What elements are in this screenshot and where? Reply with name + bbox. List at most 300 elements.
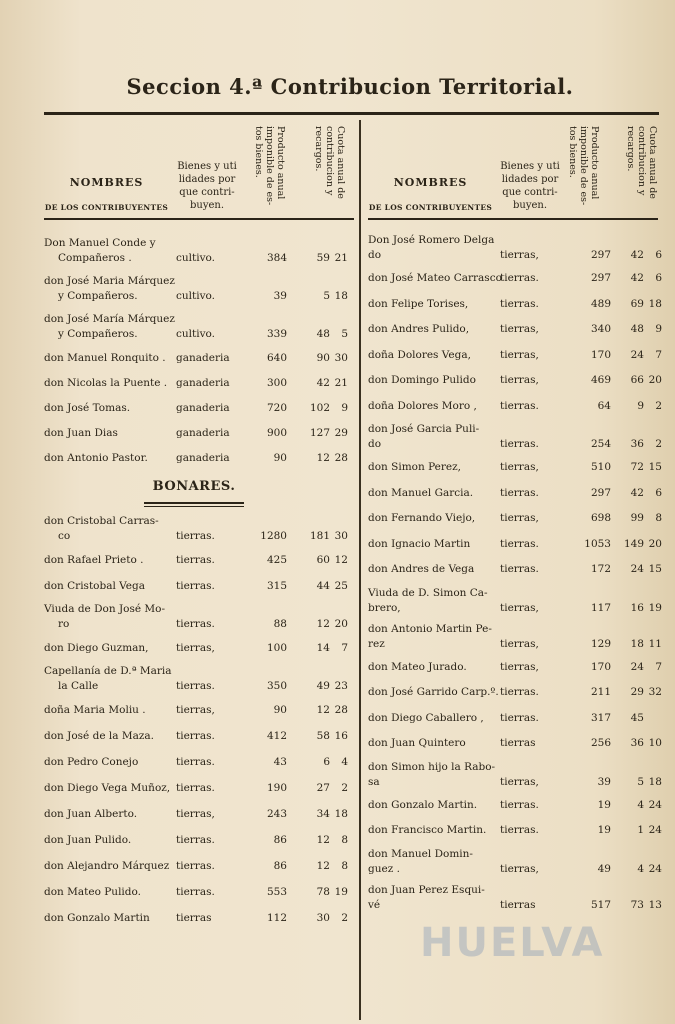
- table-row: [368, 619, 662, 655]
- cuota-maravedis-cell: 28: [334, 452, 348, 464]
- producto-cell: 315: [266, 579, 287, 592]
- cuota-reales-cell: 27: [316, 781, 330, 794]
- contributor-name: Don Manuel Conde y: [44, 237, 156, 249]
- cuota-maravedis-cell: 6: [655, 249, 662, 261]
- contributor-name: guez .: [368, 862, 400, 875]
- producto-cell: 243: [266, 807, 287, 820]
- table-row: [44, 775, 354, 801]
- contributor-name: la Calle: [58, 680, 99, 692]
- cuota-maravedis-cell: 10: [648, 737, 662, 750]
- producto-cell: 489: [590, 297, 611, 310]
- cuota-maravedis-cell: 30: [334, 352, 348, 364]
- producto-cell: 170: [590, 660, 611, 673]
- bienes-cell: cultivo.: [176, 290, 215, 302]
- table-row: [368, 368, 662, 394]
- producto-cell: 640: [266, 352, 287, 364]
- bienes-cell: tierras.: [500, 399, 539, 412]
- cuota-maravedis-cell: 2: [655, 438, 662, 450]
- producto-cell: 90: [273, 703, 287, 716]
- cuota-maravedis-cell: 25: [334, 579, 348, 592]
- bienes-cell: ganaderia: [176, 377, 230, 389]
- table-row: [368, 230, 662, 266]
- cuota-maravedis-cell: 9: [341, 402, 348, 414]
- bienes-cell: tierras,: [500, 348, 539, 361]
- cuota-maravedis-cell: 7: [341, 641, 348, 654]
- cuota-reales-cell: 29: [630, 686, 644, 699]
- cuota-reales-cell: 102: [309, 402, 330, 414]
- cuota-reales-cell: 1: [637, 824, 644, 837]
- producto-cell: 190: [266, 781, 287, 794]
- table-row: [44, 446, 354, 471]
- contributor-name: don Gonzalo Martin.: [368, 798, 478, 811]
- producto-cell: 86: [273, 833, 287, 846]
- table-row: [44, 697, 354, 723]
- cuota-reales-cell: 42: [630, 272, 644, 285]
- cuota-maravedis-cell: 15: [648, 461, 662, 474]
- cuota-maravedis-cell: 16: [334, 729, 348, 742]
- table-row: [368, 655, 662, 681]
- section-bonares: [44, 471, 354, 511]
- left-rows-bonares: [44, 511, 354, 931]
- contributor-name: don Pedro Conejo: [44, 755, 139, 768]
- bienes-cell: tierras.: [176, 579, 215, 592]
- table-row: [44, 396, 354, 421]
- bienes-cell: tierras.: [500, 563, 539, 576]
- cuota-reales-cell: 90: [316, 352, 330, 364]
- cuota-reales-cell: 48: [316, 328, 330, 340]
- producto-header: Producto anual imponible de es- tos bienes.: [567, 126, 600, 206]
- cuota-maravedis-cell: 19: [648, 601, 662, 614]
- producto-cell: 211: [590, 686, 611, 699]
- producto-cell: 39: [597, 775, 611, 788]
- cuota-reales-cell: 42: [630, 249, 644, 261]
- names-header-sublabel: DE LOS CONTRIBUYENTES: [44, 203, 169, 212]
- table-row: [368, 757, 662, 793]
- cuota-reales-cell: 24: [630, 660, 644, 673]
- names-header: [368, 176, 493, 212]
- bienes-cell: ganaderia: [176, 427, 230, 439]
- right-column: [368, 120, 662, 916]
- bienes-cell: tierras,: [500, 249, 539, 261]
- bienes-cell: tierras,: [500, 461, 539, 474]
- section-bonares-label: BONARES.: [152, 479, 236, 494]
- cuota-reales-cell: 12: [316, 703, 330, 716]
- contributor-name: don Cristobal Carras-: [44, 515, 159, 527]
- cuota-reales-cell: 36: [630, 737, 644, 750]
- bienes-cell: tierras,: [500, 323, 539, 336]
- cuota-maravedis-cell: 2: [655, 399, 662, 412]
- cuota-maravedis-cell: 21: [334, 377, 348, 389]
- producto-cell: 317: [590, 711, 611, 724]
- cuota-reales-cell: 59: [316, 252, 330, 264]
- page-title: Seccion 4.ª Contribucion Territorial.: [126, 74, 574, 99]
- bienes-header: Bienes y uti lidades por que contri- buyen.: [177, 161, 237, 211]
- producto-cell: 553: [266, 885, 287, 898]
- producto-cell: 90: [273, 452, 287, 464]
- bienes-cell: tierras: [176, 911, 212, 924]
- producto-cell: 339: [266, 328, 287, 340]
- producto-cell: 49: [597, 862, 611, 875]
- cuota-maravedis-cell: 24: [648, 862, 662, 875]
- cuota-maravedis-cell: 19: [334, 885, 348, 898]
- contributor-name: don Juan Perez Esqui-: [368, 883, 485, 896]
- cuota-maravedis-cell: 9: [655, 323, 662, 336]
- producto-cell: 256: [590, 737, 611, 750]
- producto-cell: 254: [590, 438, 611, 450]
- cuota-maravedis-cell: 15: [648, 563, 662, 576]
- bienes-cell: cultivo.: [176, 328, 215, 340]
- contributor-name: don José Garrido Carp.º.: [368, 686, 499, 699]
- contributor-name: ro: [58, 618, 70, 630]
- contributor-name: don Andres de Vega: [368, 563, 475, 576]
- left-column: [44, 120, 354, 931]
- table-row: [44, 232, 354, 270]
- contributor-name: don Francisco Martin.: [368, 824, 487, 837]
- producto-cell: 340: [590, 323, 611, 336]
- bienes-cell: tierras,: [500, 512, 539, 525]
- cuota-maravedis-cell: 28: [334, 703, 348, 716]
- producto-cell: 350: [266, 680, 287, 692]
- contributor-name: don Simon Perez,: [368, 461, 461, 474]
- table-row: [368, 419, 662, 455]
- cuota-header: Cuota anual de contribucion y recargos.: [313, 126, 346, 199]
- producto-cell: 43: [273, 755, 287, 768]
- table-row: [44, 511, 354, 547]
- producto-cell: 39: [273, 290, 287, 302]
- cuota-reales-cell: 69: [630, 297, 644, 310]
- cuota-maravedis-cell: 2: [341, 781, 348, 794]
- table-row: [44, 723, 354, 749]
- contributor-name: don Manuel Domin-: [368, 847, 473, 860]
- cuota-reales-cell: 78: [316, 885, 330, 898]
- cuota-maravedis-cell: 20: [334, 618, 348, 630]
- contributor-name: y Compañeros.: [58, 328, 138, 340]
- table-row: [368, 532, 662, 558]
- producto-cell: 170: [590, 348, 611, 361]
- names-header-label: NOMBRES: [393, 176, 468, 189]
- bienes-cell: tierras.: [176, 833, 215, 846]
- contributor-name: don Antonio Martin Pe-: [368, 622, 492, 635]
- contributor-name: Viuda de D. Simon Ca-: [368, 586, 488, 599]
- cuota-maravedis-cell: 8: [341, 859, 348, 872]
- contributor-name: don Juan Dias: [44, 427, 118, 439]
- contributor-name: don Diego Caballero ,: [368, 711, 484, 724]
- contributor-name: don Antonio Pastor.: [44, 452, 148, 464]
- cuota-maravedis-cell: 23: [334, 680, 348, 692]
- producto-cell: 1053: [584, 537, 611, 550]
- bienes-cell: tierras.: [176, 859, 215, 872]
- cuota-maravedis-cell: 29: [334, 427, 348, 439]
- cuota-reales-cell: 12: [316, 618, 330, 630]
- table-row: [368, 506, 662, 532]
- title-rule: [44, 112, 659, 115]
- producto-cell: 1280: [260, 530, 287, 542]
- cuota-reales-cell: 149: [623, 537, 644, 550]
- producto-cell: 100: [266, 641, 287, 654]
- bienes-cell: tierras,: [176, 641, 215, 654]
- cuota-reales-cell: 16: [630, 601, 644, 614]
- bienes-cell: tierras.: [500, 824, 539, 837]
- cuota-maravedis-cell: 12: [334, 553, 348, 566]
- right-rows: [368, 230, 662, 916]
- table-row: [44, 308, 354, 346]
- cuota-maravedis-cell: 18: [648, 297, 662, 310]
- bienes-cell: tierras.: [176, 729, 215, 742]
- cuota-reales-cell: 99: [630, 512, 644, 525]
- contributor-name: don Domingo Pulido: [368, 374, 476, 387]
- table-row: [368, 557, 662, 583]
- table-row: [44, 547, 354, 573]
- cuota-reales-cell: 4: [637, 862, 644, 875]
- contributor-name: don Mateo Jurado.: [368, 660, 467, 673]
- cuota-maravedis-cell: 11: [648, 637, 662, 650]
- cuota-reales-cell: 34: [316, 807, 330, 820]
- right-table-header: [368, 120, 658, 220]
- contributor-name: do: [368, 249, 382, 261]
- producto-cell: 19: [597, 824, 611, 837]
- cuota-reales-cell: 60: [316, 553, 330, 566]
- cuota-reales-cell: 45: [630, 711, 644, 724]
- producto-cell: 517: [590, 898, 611, 911]
- bienes-header: Bienes y uti lidades por que contri- buyen.: [500, 161, 560, 211]
- contributor-name: Viuda de Don José Mo-: [44, 603, 166, 615]
- producto-cell: 425: [266, 553, 287, 566]
- contributor-name: brero,: [368, 601, 401, 614]
- cuota-maravedis-cell: 18: [648, 775, 662, 788]
- cuota-reales-cell: 6: [323, 755, 330, 768]
- contributor-name: don Gonzalo Martin: [44, 911, 150, 924]
- producto-cell: 412: [266, 729, 287, 742]
- names-header: [44, 176, 169, 212]
- cuota-reales-cell: 42: [316, 377, 330, 389]
- producto-cell: 297: [590, 249, 611, 261]
- table-row: [368, 394, 662, 420]
- table-row: [368, 455, 662, 481]
- cuota-maravedis-cell: 4: [341, 755, 348, 768]
- contributor-name: don Rafael Prieto .: [44, 553, 144, 566]
- cuota-reales-cell: 127: [309, 427, 330, 439]
- cuota-maravedis-cell: 20: [648, 537, 662, 550]
- producto-cell: 900: [266, 427, 287, 439]
- table-row: [368, 343, 662, 369]
- bienes-cell: ganaderia: [176, 402, 230, 414]
- cuota-reales-cell: 9: [637, 399, 644, 412]
- bienes-cell: tierras.: [500, 438, 539, 450]
- names-header-label: NOMBRES: [69, 176, 144, 189]
- bienes-cell: tierras.: [500, 711, 539, 724]
- cuota-maravedis-cell: 5: [341, 328, 348, 340]
- bienes-cell: tierras.: [176, 618, 215, 630]
- cuota-maravedis-cell: 13: [648, 898, 662, 911]
- table-row: [368, 731, 662, 757]
- contributor-name: don José Maria Márquez: [44, 275, 175, 287]
- bienes-cell: tierras.: [500, 272, 539, 285]
- producto-cell: 112: [266, 911, 287, 924]
- cuota-maravedis-cell: 6: [655, 486, 662, 499]
- cuota-reales-cell: 12: [316, 859, 330, 872]
- producto-cell: 88: [273, 618, 287, 630]
- contributor-name: don Felipe Torises,: [368, 297, 469, 310]
- cuota-reales-cell: 12: [316, 833, 330, 846]
- bienes-cell: ganaderia: [176, 352, 230, 364]
- contributor-name: don Juan Pulido.: [44, 833, 132, 846]
- contributor-name: y Compañeros.: [58, 290, 138, 302]
- cuota-header: Cuota anual de contribucion y recargos.: [625, 126, 658, 199]
- table-row: [368, 266, 662, 292]
- producto-cell: 384: [266, 252, 287, 264]
- contributor-name: sa: [368, 775, 380, 788]
- cuota-reales-cell: 30: [316, 911, 330, 924]
- contributor-name: don José de la Maza.: [44, 729, 154, 742]
- contributor-name: co: [58, 530, 71, 542]
- contributor-name: don Manuel Ronquito .: [44, 352, 166, 364]
- cuota-reales-cell: 73: [630, 898, 644, 911]
- cuota-reales-cell: 14: [316, 641, 330, 654]
- cuota-maravedis-cell: 8: [341, 833, 348, 846]
- contributor-name: rez: [368, 637, 385, 650]
- table-row: [44, 635, 354, 661]
- bienes-cell: cultivo.: [176, 252, 215, 264]
- table-row: [44, 346, 354, 371]
- contributor-name: Don José Romero Delga: [368, 234, 495, 246]
- contributor-name: Capellanía de D.ª Maria: [44, 665, 172, 677]
- contributor-name: don José Tomas.: [44, 402, 131, 414]
- producto-cell: 469: [590, 374, 611, 387]
- contributor-name: don Diego Vega Muñoz,: [44, 781, 171, 794]
- cuota-maravedis-cell: 18: [334, 290, 348, 302]
- cuota-maravedis-cell: 7: [655, 348, 662, 361]
- bienes-cell: tierras.: [176, 781, 215, 794]
- cuota-reales-cell: 24: [630, 348, 644, 361]
- bienes-cell: tierras.: [500, 686, 539, 699]
- cuota-maravedis-cell: 30: [334, 530, 348, 542]
- table-row: [368, 292, 662, 318]
- cuota-maravedis-cell: 32: [648, 686, 662, 699]
- producto-cell: 510: [590, 461, 611, 474]
- producto-cell: 297: [590, 486, 611, 499]
- bienes-cell: tierras,: [500, 637, 539, 650]
- contributor-name: doña Maria Moliu .: [44, 703, 146, 716]
- bienes-cell: tierras,: [176, 807, 215, 820]
- cuota-maravedis-cell: 24: [648, 824, 662, 837]
- producto-cell: 297: [590, 272, 611, 285]
- cuota-reales-cell: 42: [630, 486, 644, 499]
- cuota-reales-cell: 4: [637, 798, 644, 811]
- contributor-name: don Manuel Garcia.: [368, 486, 474, 499]
- contributor-name: don José María Márquez: [44, 313, 175, 325]
- table-row: [368, 481, 662, 507]
- table-row: [44, 827, 354, 853]
- cuota-reales-cell: 5: [323, 290, 330, 302]
- bienes-cell: tierras.: [176, 530, 215, 542]
- cuota-reales-cell: 44: [316, 579, 330, 592]
- table-row: [44, 573, 354, 599]
- bienes-cell: tierras.: [500, 798, 539, 811]
- bienes-cell: tierras,: [500, 775, 539, 788]
- bienes-cell: tierras,: [176, 703, 215, 716]
- table-row: [368, 583, 662, 619]
- table-row: [44, 853, 354, 879]
- table-row: [44, 749, 354, 775]
- cuota-maravedis-cell: 7: [655, 660, 662, 673]
- producto-cell: 86: [273, 859, 287, 872]
- cuota-reales-cell: 181: [309, 530, 330, 542]
- bienes-cell: tierras,: [500, 374, 539, 387]
- producto-cell: 19: [597, 798, 611, 811]
- table-row: [44, 661, 354, 697]
- cuota-reales-cell: 5: [637, 775, 644, 788]
- bienes-cell: tierras.: [176, 755, 215, 768]
- contributor-name: don Simon hijo la Rabo-: [368, 760, 496, 773]
- contributor-name: don Mateo Pulido.: [44, 885, 141, 898]
- bienes-cell: tierras,: [500, 862, 539, 875]
- contributor-name: do: [368, 438, 382, 450]
- contributor-name: don Fernando Viejo,: [368, 512, 476, 525]
- contributor-name: don Ignacio Martin: [368, 537, 471, 550]
- column-divider: [359, 120, 361, 1020]
- bienes-cell: tierras.: [176, 553, 215, 566]
- bienes-cell: tierras.: [500, 486, 539, 499]
- cuota-reales-cell: 48: [630, 323, 644, 336]
- table-row: [368, 818, 662, 844]
- producto-cell: 720: [266, 402, 287, 414]
- cuota-reales-cell: 72: [630, 461, 644, 474]
- producto-cell: 698: [590, 512, 611, 525]
- left-rows: [44, 232, 354, 471]
- table-row: [44, 879, 354, 905]
- contributor-name: don José Mateo Carrasco: [368, 272, 502, 285]
- table-row: [368, 317, 662, 343]
- contributor-name: doña Dolores Moro ,: [368, 399, 477, 412]
- bienes-cell: ganaderia: [176, 452, 230, 464]
- bienes-cell: tierras,: [500, 601, 539, 614]
- contributor-name: don Nicolas la Puente .: [44, 377, 168, 389]
- producto-cell: 300: [266, 377, 287, 389]
- table-row: [44, 421, 354, 446]
- contributor-name: don Juan Alberto.: [44, 807, 138, 820]
- table-row: [368, 680, 662, 706]
- contributor-name: don José Garcia Puli-: [368, 423, 480, 435]
- contributor-name: don Cristobal Vega: [44, 579, 145, 592]
- table-row: [44, 801, 354, 827]
- table-row: [44, 371, 354, 396]
- table-row: [44, 599, 354, 635]
- cuota-maravedis-cell: 18: [334, 807, 348, 820]
- contributor-name: don Juan Quintero: [368, 737, 466, 750]
- cuota-reales-cell: 66: [630, 374, 644, 387]
- contributor-name: doña Dolores Vega,: [368, 348, 471, 361]
- bienes-cell: tierras.: [500, 297, 539, 310]
- bienes-cell: tierras: [500, 737, 536, 750]
- cuota-reales-cell: 58: [316, 729, 330, 742]
- bienes-cell: tierras.: [176, 680, 215, 692]
- names-header-sublabel: DE LOS CONTRIBUYENTES: [368, 203, 493, 212]
- section-rule: [144, 502, 244, 504]
- bienes-cell: tierras,: [500, 660, 539, 673]
- bienes-cell: tierras.: [500, 537, 539, 550]
- table-row: [368, 706, 658, 732]
- cuota-maravedis-cell: 6: [655, 272, 662, 285]
- cuota-reales-cell: 12: [316, 452, 330, 464]
- producto-header: Producto anual imponible de es- tos bienes.: [253, 126, 286, 206]
- table-row: [44, 905, 354, 931]
- cuota-maravedis-cell: 21: [334, 252, 348, 264]
- cuota-maravedis-cell: 24: [648, 798, 662, 811]
- contributor-name: don Andres Pulido,: [368, 323, 470, 336]
- contributor-name: vé: [368, 898, 381, 911]
- cuota-reales-cell: 49: [316, 680, 330, 692]
- watermark: HUELVA: [420, 920, 605, 966]
